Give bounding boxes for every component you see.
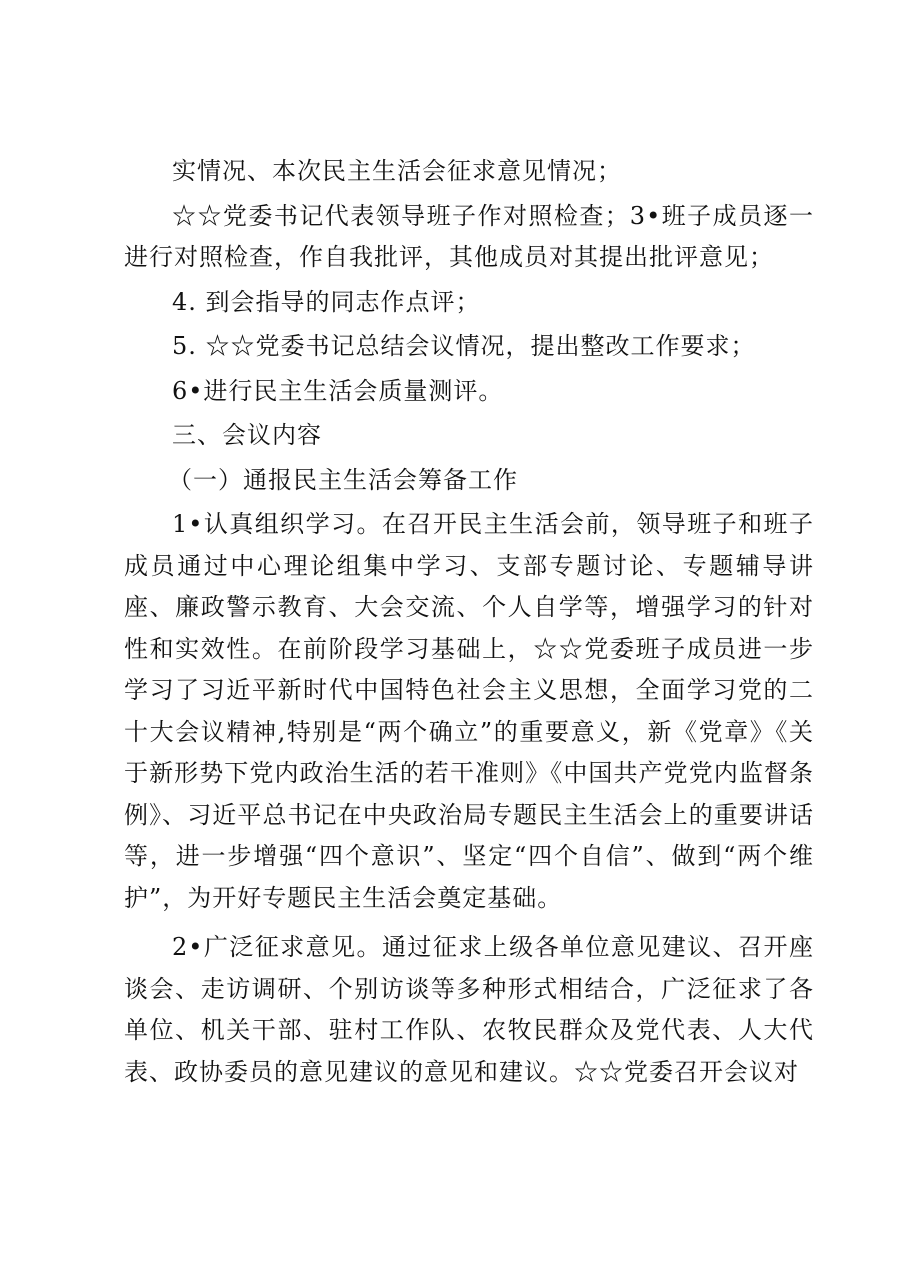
paragraph-study: 1•认真组织学习。在召开民主生活会前，领导班子和班子成员通过中心理论组集中学习、支部专题讨论、专题辅导讲座、廉政警示教育、大会交流、个人自学等，增强学习的针对性和实效性。在前阶段学习基础上，☆☆党委班子成员进一步学习了习近平新时代中国特色社会主义思想，全面学习党的二十大会议精神,特别是“两个确立”的重要意义，新《党章》《关于新形势下党内政治生活的若干准则》《中国共产党党内监督条例》、习近平总书记在中央政治局专题民主生活会上的重要讲话等，进一步增强“四个意识”、坚定“四个自信”、做到“两个维护”，为开好专题民主生活会奠定基础。 (124, 510, 814, 912)
paragraph-4: 5. ☆☆党委书记总结会议情况，提出整改工作要求； (172, 332, 756, 360)
paragraph-2: ☆☆党委书记代表领导班子作对照检查；3•班子成员逐一进行对照检查，作自我批评，其他成员对其提出批评意见； (124, 201, 814, 271)
paragraph-opinions: 2•广泛征求意见。通过征求上级各单位意见建议、召开座谈会、走访调研、个别访谈等多种形式相结合，广泛征求了各单位、机关干部、驻村工作队、农牧民群众及党代表、人大代表、政协委员的意见建议的意见和建议。☆☆党委召开会议对 (124, 933, 814, 1086)
subsection-heading: （一）通报民主生活会筹备工作 (168, 465, 518, 494)
document-body (124, 151, 814, 1093)
paragraph-1: 实情况、本次民主生活会征求意见情况； (172, 157, 622, 185)
paragraph-3: 4. 到会指导的同志作点评； (172, 287, 481, 316)
paragraph-5: 6•进行民主生活会质量测评。 (172, 376, 504, 405)
section-heading: 三、会议内容 (172, 421, 322, 449)
